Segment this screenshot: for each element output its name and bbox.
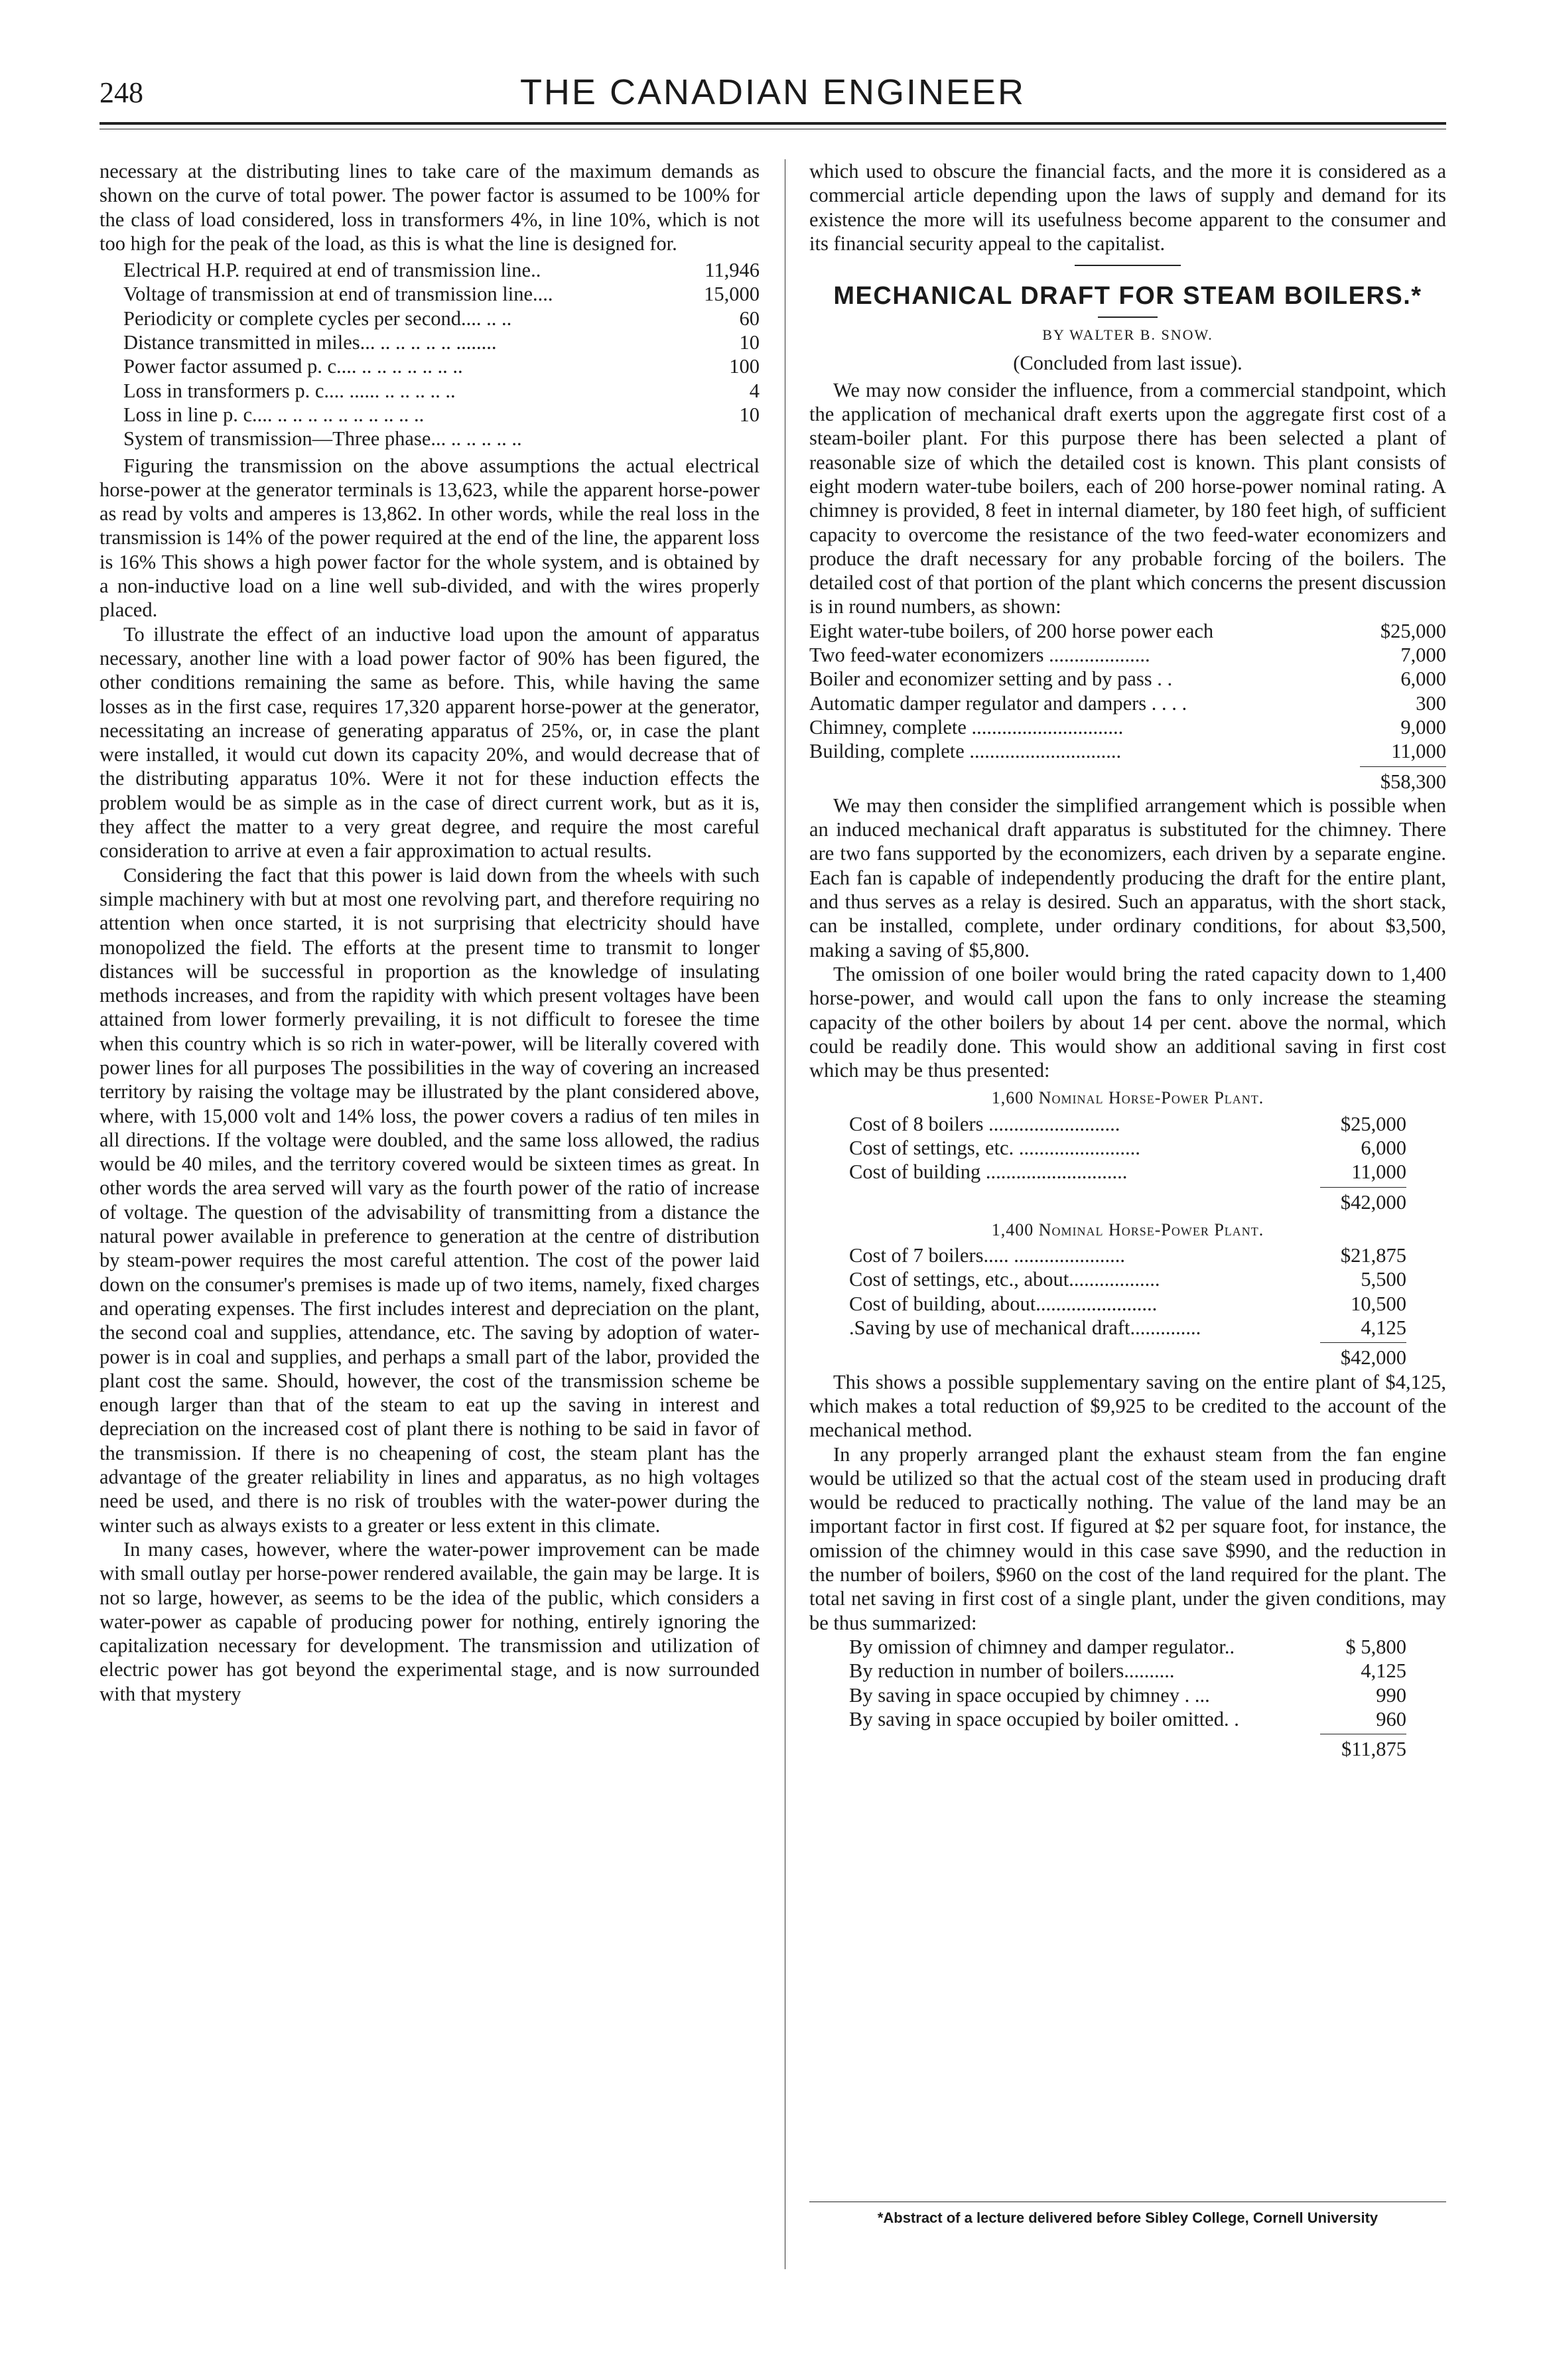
table-row: By saving in space occupied by chimney . ... 990	[849, 1683, 1406, 1707]
table-row: Eight water-tube boilers, of 200 horse power each $25,000	[809, 619, 1446, 642]
article-title: MECHANICAL DRAFT FOR STEAM BOILERS.*	[833, 282, 1422, 311]
table-row: Cost of 8 boilers .......................... $25,000	[849, 1112, 1406, 1135]
table-row: Cost of settings, etc. ........................ 6,000	[849, 1136, 1406, 1159]
cost-block-1400	[849, 1243, 1406, 1369]
cost-total: $42,000	[1320, 1187, 1406, 1214]
section-rule	[1075, 265, 1181, 266]
page-number: 248	[100, 76, 143, 109]
spec-row: Power factor assumed p. c.... .. .. .. .. .. .. .. 100	[123, 355, 760, 378]
table-row: .Saving by use of mechanical draft.............. 4,125	[849, 1316, 1406, 1340]
table-row: Building, complete .............................. 11,000	[809, 740, 1446, 763]
table-row: Cost of building ............................ 11,000	[849, 1160, 1406, 1184]
table-row: Boiler and economizer setting and by pass . . 6,000	[809, 667, 1446, 691]
journal-title: THE CANADIAN ENGINEER	[519, 72, 1026, 112]
spec-row: Loss in transformers p. c.... ...... .. .. .. .. .. 4	[123, 379, 760, 402]
cost-table-chimney	[809, 619, 1446, 764]
left-column	[100, 159, 760, 1706]
paragraph: We may now consider the influence, from a commercial standpoint, which the application of mechanical draft exerts upon the aggregate first cost of a steam-boiler plant. For this purpose there has been selected a plant of reasonable size of which the detailed cost is known. This plant consists of eight modern water-tube boilers, each of 200 horse-power nominal rating. A chimney is provided, 8 feet in internal diameter, by 180 feet high, of sufficient capacity to overcome the resistance of the two feed-water economizers and produce the draft necessary for any probable forcing of the boilers. The detailed cost of that portion of the plant which concerns the present discussion is in round numbers, as shown:	[809, 378, 1446, 618]
table-row: Cost of settings, etc., about.................. 5,500	[849, 1268, 1406, 1291]
paragraph: This shows a possible supplementary saving on the entire plant of $4,125, which makes a total reduction of $9,925 to be credited to the account of the mechanical method.	[809, 1370, 1446, 1442]
page-header	[100, 72, 1446, 125]
concluded-note: (Concluded from last issue).	[1013, 352, 1242, 375]
spec-row: Periodicity or complete cycles per second.... .. .. 60	[123, 307, 760, 330]
spec-row: Loss in line p. c.... .. .. .. .. .. .. .. .. .. .. 10	[123, 403, 760, 426]
table-row: Chimney, complete .............................. 9,000	[809, 715, 1446, 738]
cost-total: $58,300	[1360, 766, 1446, 794]
spec-row: System of transmission—Three phase... .. .. .. .. ..	[123, 427, 522, 451]
paragraph: We may then consider the simplified arrangement which is possible when an induced mechanical draft apparatus is substituted for the chimney. There are two fans supported by the economizers, each driven by a separate engine. Each fan is capable of independently producing the draft for the entire plant, and thus serves as a relay is desired. Such an apparatus, with the short stack, can be installed, complete, under ordinary conditions, for about $3,500, making a saving of $5,800.	[809, 794, 1446, 961]
footnote: *Abstract of a lecture delivered before Sibley College, Cornell University	[877, 2209, 1378, 2226]
header-rule	[100, 122, 1446, 125]
paragraph: Considering the fact that this power is laid down from the wheels with such simple machinery with but at most one revolving part, and therefore requiring no attention when once started, it is not surprising that electricity should have monopolized the field. The efforts at the present time to transmit to longer distances will be successful in proportion as the knowledge of insulating methods increases, and from the rapidity with which present voltages have been attained from lower formerly prevailing, it is not difficult to foresee the time when this country which is so rich in water-power, will be literally covered with power lines for all purposes The possibilities in the way of covering an increased territory by raising the voltage may be illustrated by the plant considered above, where, with 15,000 volt and 14% loss, the power covers a radius of ten miles in all directions. If the voltage were doubled, and the same loss allowed, the radius would be 40 miles, and the territory covered would be sixteen times as great. In other words the area served will vary as the fourth power of the ratio of increase of voltage. The question of the advisability of transmitting from a distance the natural power available in preference to generation at the centre of distribution by steam-power requires the most careful attention. The cost of the power laid down on the consumer's premises is made up of two items, namely, fixed charges and operating expenses. The first includes interest and depreciation on the plant, the second coal and supplies, attendance, etc. The saving by adoption of water-power is in coal and supplies, and perhaps a small part of the labor, provided the plant cost the same. Should, however, the cost of the transmission scheme be enough larger than that of the steam to eat up the saving in interest and depreciation on the increased cost of plant there is nothing to be said in favor of the transmission. If there is no cheapening of cost, the steam plant has the advantage of the greater reliability in lines and apparatus, as no high voltages need be used, and there is no risk of troubles with the water-power during the winter such as always exists to a greater or less extent in this climate.	[100, 863, 760, 1537]
table-row: Automatic damper regulator and dampers . . . . 300	[809, 691, 1446, 715]
table-heading: 1,400 Nominal Horse-Power Plant.	[991, 1220, 1264, 1239]
table-row: Cost of 7 boilers..... ...................... $21,875	[849, 1244, 1406, 1267]
table-row: By saving in space occupied by boiler omitted. . 960	[849, 1707, 1406, 1730]
cost-total: $42,000	[1320, 1342, 1406, 1369]
paragraph: To illustrate the effect of an inductive load upon the amount of apparatus necessary, another line with a load power factor of 90% has been figured, the other conditions remaining the same as before. This, while having the same losses as in the first case, requires 17,320 apparent horse-power at the generator, necessitating an increase of generating apparatus of 25%, or, in case the plant were installed, it would cut down its capacity 20%, and would decrease that of the distributing apparatus 10%. Were it not for these induction effects the problem would be as simple as in the case of direct current work, but as it is, they affect the matter to a very great degree, and require the most careful consideration to arrive at even a fair approximation to actual results.	[100, 622, 760, 863]
cost-block-chimney	[809, 619, 1446, 794]
title-rule	[1098, 316, 1158, 318]
summary-total: $11,875	[1320, 1734, 1406, 1761]
table-row: Cost of building, about........................ 10,500	[849, 1292, 1406, 1315]
spec-row: Voltage of transmission at end of transmission line.... 15,000	[123, 283, 760, 306]
paragraph: Figuring the transmission on the above assumptions the actual electrical horse-power at the generator terminals is 13,623, while the apparent horse-power as read by volts and amperes is 13,862. In other words, while the real loss in the transmission is 14% of the power required at the end of the line, the apparent loss is 16% This shows a high power factor for the whole system, and is obtained by a non-inductive load on a line well sub-divided, and with the wires properly placed.	[100, 454, 760, 622]
paragraph: necessary at the distributing lines to take care of the maximum demands as shown on the curve of total power. The power factor is assumed to be 100% for the class of load considered, loss in transformers 4%, in line 10%, which is not too high for the peak of the load, as this is what the line is designed for.	[100, 160, 760, 255]
byline: BY WALTER B. SNOW.	[1042, 326, 1213, 344]
paragraph: The omission of one boiler would bring the rated capacity down to 1,400 horse-power, and would call upon the fans to only increase the steaming capacity of the other boilers by about 14 per cent. above the normal, which could be readily done. This would show an additional saving in first cost which may be thus presented:	[809, 962, 1446, 1082]
table-row: By reduction in number of boilers.......... 4,125	[849, 1659, 1406, 1683]
table-row: Two feed-water economizers .................... 7,000	[809, 644, 1446, 667]
cost-table-1400	[849, 1243, 1406, 1340]
summary-block	[849, 1635, 1406, 1761]
summary-table	[849, 1635, 1406, 1731]
paragraph: In any properly arranged plant the exhaust steam from the fan engine would be utilized so that the actual cost of the steam used in producing draft would be reduced to practically nothing. The value of the land may be an important factor in first cost. If figured at $2 per square foot, for instance, the omission of the chimney would in this case save $990, and the reduction in the number of boilers, $960 on the cost of the land required for the plant. The total net saving in first cost of a single plant, under the given conditions, may be thus summarized:	[809, 1442, 1446, 1634]
spec-row: Distance transmitted in miles... .. .. .. .. .. ........ 10	[123, 331, 760, 354]
paragraph: which used to obscure the financial facts, and the more it is considered as a commercial article depending upon the laws of supply and demand for its existence the more will its usefulness become apparent to the consumer and its financial security appeal to the capitalist.	[809, 160, 1446, 255]
spec-row: Electrical H.P. required at end of transmission line.. 11,946	[123, 259, 760, 282]
table-row: By omission of chimney and damper regulator.. $ 5,800	[849, 1635, 1406, 1658]
transmission-specs-table	[100, 258, 760, 451]
paragraph: In many cases, however, where the water-power improvement can be made with small outlay per horse-power rendered available, the gain may be large. It is not so large, however, as seems to be the idea of the public, which considers a water-power as capable of producing power for nothing, entirely ignoring the capitalization necessary for development. The transmission and utilization of electric power has got beyond the experimental stage, and is now surrounded with that mystery	[100, 1537, 760, 1705]
cost-block-1600	[849, 1112, 1406, 1214]
table-heading: 1,600 Nominal Horse-Power Plant.	[991, 1088, 1264, 1108]
cost-table-1600	[849, 1112, 1406, 1184]
right-column	[809, 159, 1446, 1761]
